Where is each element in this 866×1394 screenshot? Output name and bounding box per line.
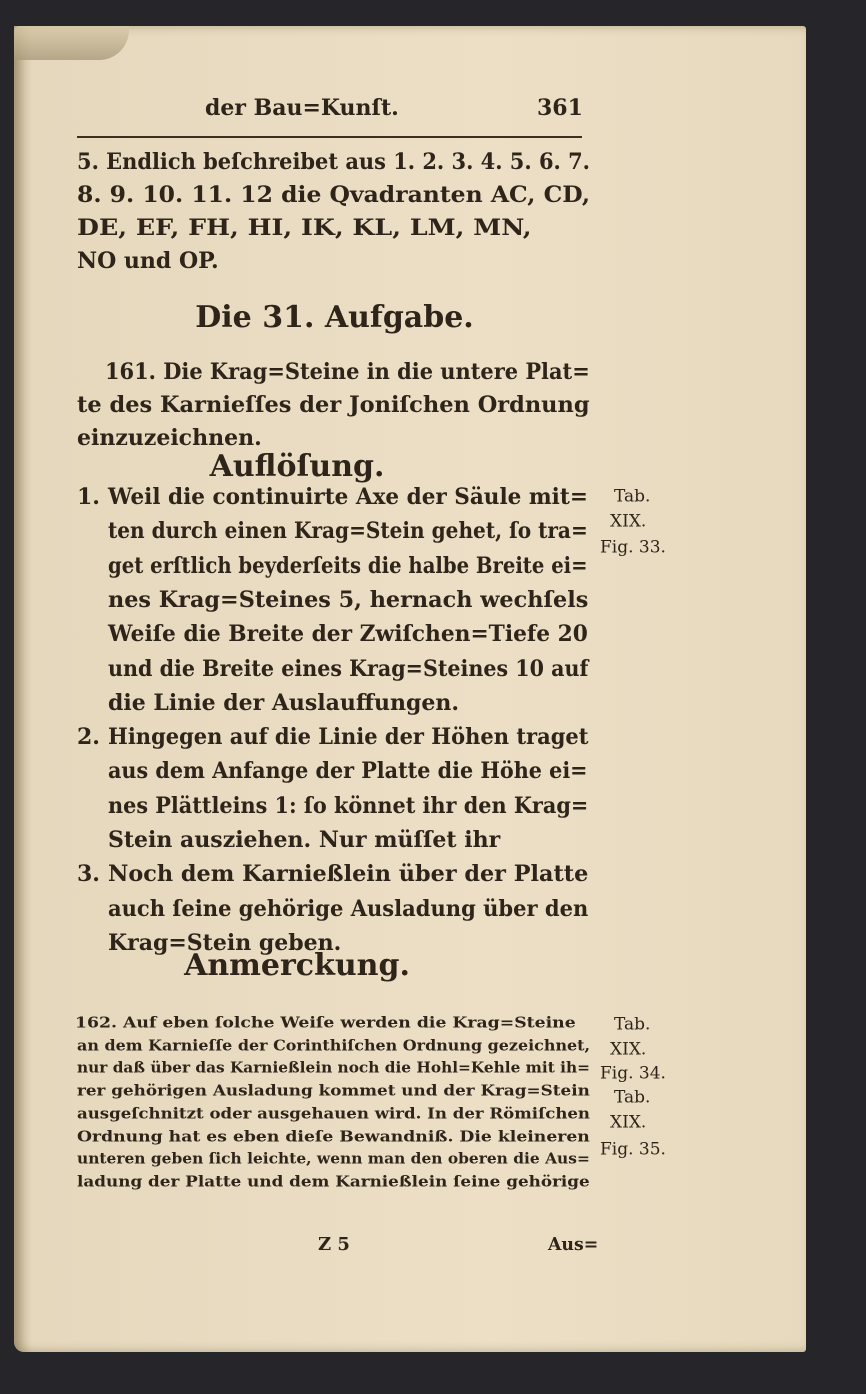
text-line: Krag=Stein geben.: [108, 929, 342, 956]
note-text-line: an dem Karnieſſe der Corinthiſchen Ordnung gezeichnet,: [77, 1036, 591, 1055]
margin-note: Fig. 33.: [600, 537, 666, 558]
text-line: NO und OP.: [77, 248, 219, 274]
note-text-line: Ordnung hat es eben dieſe Bewandniß. Die kleineren: [77, 1127, 590, 1145]
running-head-title: der Bau=Kunſt.: [205, 95, 399, 121]
catchword: Aus=: [548, 1234, 599, 1255]
margin-note: Tab.: [614, 486, 651, 507]
heading-anmerckung: Anmerckung.: [184, 948, 410, 983]
text-line: die Linie der Auslauffungen.: [108, 689, 460, 716]
margin-note: XIX.: [610, 1112, 647, 1133]
text-line: Weil die continuirte Axe der Säule mit=: [108, 484, 588, 510]
note-text-line: rer gehörigen Ausladung kommet und der Krag=Stein: [77, 1081, 590, 1100]
text-line: te des Karnieſſes der Joniſchen Ordnung: [77, 392, 590, 418]
text-line: Noch dem Karnießlein über der Platte: [108, 861, 589, 888]
page-corner-curl: [14, 26, 129, 60]
item-number: 3.: [77, 861, 100, 888]
item-number: 2.: [77, 724, 100, 751]
text-line: nes Plättleins 1: ſo könnet ihr den Krag=: [108, 792, 589, 819]
note-text-line: nur daß über das Karnießlein noch die Hohl=Kehle mit ih=: [77, 1058, 590, 1077]
text-line: auch ſeine gehörige Ausladung über den: [108, 895, 589, 922]
text-line: und die Breite eines Krag=Steines 10 auf: [108, 655, 589, 682]
text-line: Stein ausziehen. Nur müſſet ihr: [108, 827, 501, 853]
text-line: 5. Endlich beſchreibet aus 1. 2. 3. 4. 5. 6. 7.: [77, 149, 590, 175]
text-line: aus dem Anfange der Platte die Höhe ei=: [108, 758, 588, 785]
margin-note: XIX.: [610, 511, 647, 532]
signature-mark: Z 5: [318, 1234, 350, 1255]
heading-aufgabe: Die 31. Aufgabe.: [195, 300, 474, 335]
margin-note: Fig. 35.: [600, 1139, 666, 1160]
margin-note: XIX.: [610, 1039, 647, 1060]
note-text-line: ladung der Platte und dem Karnießlein ſeine gehörige: [77, 1172, 590, 1191]
text-line: Weiſe die Breite der Zwiſchen=Tiefe 20: [108, 621, 588, 648]
text-line: DE, EF, FH, HI, IK, KL, LM, MN,: [77, 215, 532, 241]
note-text-line: ausgeſchnitzt oder ausgehauen wird. In der Römiſchen: [77, 1104, 590, 1123]
margin-note: Tab.: [614, 1087, 651, 1108]
text-line: 161. Die Krag=Steine in die untere Plat=: [105, 359, 590, 385]
text-line: einzuzeichnen.: [77, 425, 262, 451]
text-line: Hingegen auf die Linie der Höhen traget: [108, 724, 589, 751]
text-line: 8. 9. 10. 11. 12 die Qvadranten AC, CD,: [77, 182, 591, 208]
page-number: 361: [537, 95, 583, 121]
header-rule: [77, 136, 582, 138]
text-line: nes Krag=Steines 5, hernach wechſels: [108, 586, 589, 613]
margin-note: Tab.: [614, 1014, 651, 1035]
heading-aufloesung: Auflöſung.: [209, 449, 385, 484]
margin-note: Fig. 34.: [600, 1063, 666, 1084]
item-number: 1.: [77, 484, 100, 510]
note-text-line: unteren geben ſich leichte, wenn man den oberen die Aus=: [77, 1149, 590, 1168]
text-line: ten durch einen Krag=Stein gehet, ſo tra=: [108, 518, 588, 545]
note-text-line: 162. Auf eben ſolche Weiſe werden die Krag=Steine: [75, 1013, 576, 1032]
text-line: get erſtlich beyderſeits die halbe Breite ei=: [108, 552, 588, 579]
